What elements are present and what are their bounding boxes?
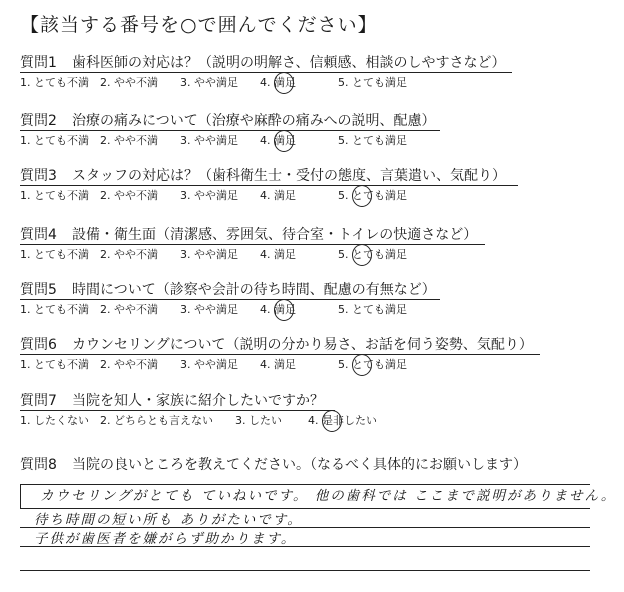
question-title bbox=[20, 225, 620, 245]
comment-border bbox=[20, 484, 21, 508]
selected-circle-mark bbox=[352, 354, 372, 376]
answer-option[interactable]: 1. とても不満 bbox=[20, 76, 89, 89]
answer-option[interactable]: 3. やや満足 bbox=[180, 134, 238, 147]
answer-option[interactable]: 5. とても満足 bbox=[338, 76, 407, 89]
answer-option[interactable]: 5. とても満足 bbox=[338, 248, 407, 261]
handwritten-comment: 子供が歯医者を嫌がらず助かります。 bbox=[34, 531, 297, 547]
question-1 bbox=[20, 53, 620, 91]
selected-circle-mark bbox=[352, 185, 372, 207]
answer-option[interactable]: 2. やや不満 bbox=[100, 248, 158, 261]
answer-option[interactable]: 2. やや不満 bbox=[100, 189, 158, 202]
question-underline bbox=[20, 410, 335, 411]
question-underline bbox=[20, 130, 440, 131]
question-number: 質問6 bbox=[20, 337, 57, 353]
answer-option[interactable]: 5. とても満足 bbox=[338, 358, 407, 371]
answer-options bbox=[20, 413, 620, 429]
question-underline bbox=[20, 354, 540, 355]
answer-options bbox=[20, 357, 620, 373]
answer-option[interactable]: 1. とても不満 bbox=[20, 248, 89, 261]
selected-circle-mark bbox=[322, 410, 342, 432]
answer-option[interactable]: 5. とても満足 bbox=[338, 189, 407, 202]
question-underline bbox=[20, 244, 485, 245]
question-number: 質問5 bbox=[20, 282, 57, 298]
selected-circle-mark bbox=[352, 244, 372, 266]
answer-option[interactable]: 3. やや満足 bbox=[180, 303, 238, 316]
question-underline bbox=[20, 72, 512, 73]
answer-options bbox=[20, 247, 620, 263]
question-text: 当院を知人・家族に紹介したいですか？ bbox=[72, 393, 324, 409]
comment-area bbox=[20, 472, 617, 577]
question-text: 当院の良いところを教えてください。（なるべく具体的にお願いします） bbox=[72, 457, 527, 473]
answer-option[interactable]: 5. とても満足 bbox=[338, 134, 407, 147]
question-5 bbox=[20, 280, 620, 318]
answer-option[interactable]: 2. やや不満 bbox=[100, 134, 158, 147]
question-6 bbox=[20, 335, 620, 373]
answer-option[interactable]: 2. やや不満 bbox=[100, 358, 158, 371]
question-7 bbox=[20, 391, 620, 429]
answer-option[interactable]: 2. どちらとも言えない bbox=[100, 414, 213, 427]
page-title: 【該当する番号を○で囲んでください】 bbox=[20, 14, 378, 36]
question-title bbox=[20, 53, 620, 73]
question-title bbox=[20, 111, 620, 131]
question-title bbox=[20, 335, 620, 355]
answer-option[interactable]: 1. とても不満 bbox=[20, 358, 89, 371]
question-title bbox=[20, 391, 620, 411]
answer-option[interactable]: 4. 満足 bbox=[260, 248, 296, 261]
question-8 bbox=[20, 454, 527, 474]
answer-option[interactable]: 4. 満足 bbox=[260, 76, 296, 89]
answer-option[interactable]: 1. したくない bbox=[20, 414, 89, 427]
question-number: 質問3 bbox=[20, 168, 57, 184]
question-4 bbox=[20, 225, 620, 263]
answer-option[interactable]: 4. 是非したい bbox=[308, 414, 377, 427]
question-text: 歯科医師の対応は？（説明の明解さ、信頼感、相談のしやすさなど） bbox=[72, 55, 506, 71]
answer-option[interactable]: 5. とても満足 bbox=[338, 303, 407, 316]
question-text: 時間について（診察や会計の待ち時間、配慮の有無など） bbox=[72, 282, 436, 298]
answer-option[interactable]: 4. 満足 bbox=[260, 303, 296, 316]
answer-options bbox=[20, 75, 620, 91]
answer-options bbox=[20, 188, 620, 204]
answer-option[interactable]: 3. やや満足 bbox=[180, 189, 238, 202]
answer-options bbox=[20, 302, 620, 318]
answer-option[interactable]: 3. やや満足 bbox=[180, 358, 238, 371]
question-number: 質問1 bbox=[20, 55, 57, 71]
answer-option[interactable]: 2. やや不満 bbox=[100, 303, 158, 316]
comment-line bbox=[20, 570, 590, 571]
answer-option[interactable]: 1. とても不満 bbox=[20, 303, 89, 316]
handwritten-comment: カウセリングがとても ていねいです。 他の歯科では ここまで説明がありません。 bbox=[40, 488, 617, 504]
answer-option[interactable]: 3. したい bbox=[235, 414, 282, 427]
question-title bbox=[20, 166, 620, 186]
question-number: 質問8 bbox=[20, 457, 57, 473]
answer-option[interactable]: 1. とても不満 bbox=[20, 134, 89, 147]
question-2 bbox=[20, 111, 620, 149]
answer-option[interactable]: 2. やや不満 bbox=[100, 76, 158, 89]
question-text: 治療の痛みについて（治療や麻酔の痛みへの説明、配慮） bbox=[72, 113, 436, 129]
selected-circle-mark bbox=[274, 72, 294, 94]
answer-option[interactable]: 4. 満足 bbox=[260, 134, 296, 147]
handwritten-comment: 待ち時間の短い所も ありがたいです。 bbox=[34, 512, 303, 528]
question-underline bbox=[20, 299, 440, 300]
question-title bbox=[20, 280, 620, 300]
answer-option[interactable]: 3. やや満足 bbox=[180, 248, 238, 261]
selected-circle-mark bbox=[274, 299, 294, 321]
question-number: 質問2 bbox=[20, 113, 57, 129]
selected-circle-mark bbox=[274, 130, 294, 152]
answer-option[interactable]: 3. やや満足 bbox=[180, 76, 238, 89]
question-text: 設備・衛生面（清潔感、雰囲気、待合室・トイレの快適さなど） bbox=[72, 227, 478, 243]
question-text: カウンセリングについて（説明の分かり易さ、お話を伺う姿勢、気配り） bbox=[72, 337, 533, 353]
question-text: スタッフの対応は？（歯科衛生士・受付の態度、言葉遣い、気配り） bbox=[72, 168, 506, 184]
question-number: 質問7 bbox=[20, 393, 57, 409]
answer-option[interactable]: 4. 満足 bbox=[260, 358, 296, 371]
answer-option[interactable]: 1. とても不満 bbox=[20, 189, 89, 202]
question-number: 質問4 bbox=[20, 227, 57, 243]
answer-option[interactable]: 4. 満足 bbox=[260, 189, 296, 202]
question-underline bbox=[20, 185, 518, 186]
answer-options bbox=[20, 133, 620, 149]
question-3 bbox=[20, 166, 620, 204]
